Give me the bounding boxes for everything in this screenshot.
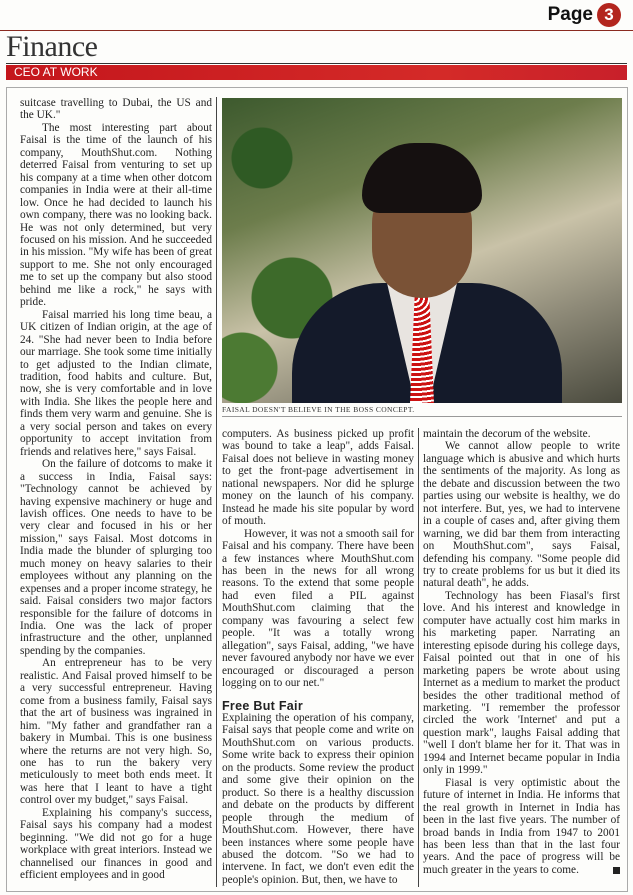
paragraph: The most interesting part about Faisal is the time of the launch of his company, MouthShut.com. Nothing deterred Faisal from venturing to set up his company at a time when other dotcom companies in India were at their all-time low. Once he had decided to launch his own company, there was no looking back. He was not only determined, but very focused on his mission. And he succeeded in his mission. "My wife has been of great support to me. She not only encouraged me to set up the company but also stood behind me like a rock," he says with pride. bbox=[20, 121, 212, 309]
subheading: Free But Fair bbox=[222, 698, 303, 713]
paragraph: maintain the decorum of the website. bbox=[423, 428, 591, 440]
paragraph: An entrepreneur has to be very realistic. And Faisal proved himself to be a very successful entrepreneur. Having come from a business family, Faisal says that the art of business was ingrained in him. "My father and grandfather ran a bakery in Mumbai. This is one business where the returns are not very high. So, one has to run the bakery very meticulously to meet both ends meet. It was here that I leant to have a tight control over my budget," says Faisal. bbox=[20, 657, 212, 807]
paragraph-text: Fiasal is very optimistic about the future of internet in India. He informs that the real growth in Internet in India has been in the last five years. The number of broad bands in India from 1947 to 2001 has been less than that in the last four years. And the pace of progress will be much greater in the years to come. bbox=[423, 776, 620, 876]
left-column bbox=[20, 97, 212, 882]
page-number-badge: 3 bbox=[597, 3, 621, 27]
page-label: Page bbox=[547, 4, 593, 25]
section-rule bbox=[6, 63, 627, 64]
end-mark-icon bbox=[613, 867, 620, 874]
paragraph: Faisal married his long time beau, a UK citizen of Indian origin, at the age of 24. "She had never been to India before our marriage. She took some time initially to get adjusted to the Indian climate, tradition, food habits and culture. But, now, she is very comfortable and in love with India. She likes the people here and finds them very warm and genuine. She is a very social person and takes on every opportunity to accept invitation from friends and relatives here," says Faisal. bbox=[20, 308, 212, 458]
section-banner: CEO AT WORK bbox=[6, 65, 627, 80]
paragraph: Explaining his company's success, Faisal says his company had a modest beginning. "We did not go for a huge workplace with great interiors. Instead we channelised our finances in good and efficient employees and in good bbox=[20, 806, 212, 882]
photo-caption: FAISAL DOESN'T BELIEVE IN THE BOSS CONCEPT. bbox=[222, 404, 622, 417]
paragraph: On the failure of dotcoms to make it a success in India, Faisal says: "Technology cannot be achieved by having expensive machinery or huge and lavish offices. One needs to have to be very clear and focused in his or her mission," says Faisal. Most dotcoms in India made the blunder of splurging too much money on heavy salaries to their employees without any planning on the expenses and a proper income strategy, he said. Faisal considers two major factors responsible for the failure of dotcoms in India. One was the lack of proper infrastructure and the other, unplanned spending by the companies. bbox=[20, 458, 212, 657]
portrait-photo bbox=[222, 98, 622, 403]
paragraph bbox=[423, 777, 620, 877]
paragraph: However, it was not a smooth sail for Faisal and his company. There have been a few instances where MouthShut.com has been in the news for all wrong reasons. To the extend that some people had even filed a PIL against MouthShut.com claiming that the company was favouring a select few people. "It was a totally wrong allegation", says Faisal, adding, "we have never favoured anybody nor have we ever encouraged or discouraged a person logging on to our net." bbox=[222, 527, 414, 690]
paragraph: We cannot allow people to write language which is abusive and which hurts the sentiments of the majority. As long as the debate and discussion between the two parties using our website is healthy, we do not interfere. But, yes, we had to intervene in a couple of cases and, after giving them warning, we did bar them from interacting on MouthShut.com", says Faisal, defending his company. "Some people did try to create problems for us but it died its natural death", he adds. bbox=[423, 440, 620, 590]
paragraph: computers. As business picked up profit was bound to take a leap", adds Faisal. Faisal does not believe in wasting money to get the front-page advertisement in national newspapers. Nor did he splurge money on the launch of his company. Instead he made his site popular by word of mouth. bbox=[222, 428, 414, 528]
column-divider bbox=[216, 97, 217, 887]
page-number bbox=[548, 3, 621, 27]
right-column bbox=[423, 428, 620, 876]
paragraph: Technology has been Fiasal's first love. And his interest and knowledge in computer have actually cost him marks in his marketing paper. Narrating an interesting episode during his college days, Faisal pointed out that in one of his marketing papers be wrote about using Internet as a medium to market the product besides the other traditional method of marketing. "I remember the professor circled the work 'Internet' and put a question mark", laughs Faisal adding that "well I don't blame her for it. That was in 1994 and Internet became popular in India only in 1999." bbox=[423, 589, 620, 777]
section-title: Finance bbox=[6, 30, 98, 63]
paragraph: suitcase travelling to Dubai, the US and the UK." bbox=[20, 97, 212, 122]
middle-column bbox=[222, 428, 414, 886]
photo-hair bbox=[362, 143, 482, 213]
paragraph: Explaining the operation of his company, Faisal says that people come and write on MouthShut.com on various products. Some write back to express their opinion on the products. Some review the product and some give their opinion on the product. So there is a healthy discussion and debate on the products by different people through the medium of MouthShut.com. However, there have been instances where some people have abused the dotcom. "So we had to intervene. In fact, we don't even edit the people's opinion. But, then, we have to bbox=[222, 711, 414, 886]
column-divider bbox=[418, 428, 419, 887]
